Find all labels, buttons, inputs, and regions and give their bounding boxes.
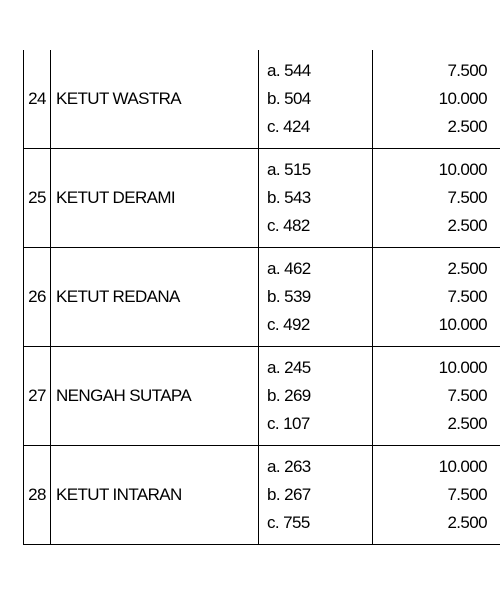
option-b: b. 269 (267, 386, 311, 405)
amount-b: 7.500 (447, 485, 487, 504)
option-a: a. 515 (267, 160, 311, 179)
person-name: KETUT INTARAN (51, 446, 259, 545)
table-row (24, 149, 500, 248)
row-number: 25 (24, 149, 51, 248)
amount-b: 10.000 (438, 89, 487, 108)
amount-c: 2.500 (447, 216, 487, 235)
option-a: a. 544 (267, 61, 311, 80)
data-table (23, 50, 500, 545)
amount-c: 10.000 (438, 315, 487, 334)
option-list (259, 446, 373, 545)
person-name: KETUT REDANA (51, 248, 259, 347)
option-c: c. 424 (267, 117, 310, 136)
row-number: 26 (24, 248, 51, 347)
amount-list (373, 149, 500, 248)
table-row (24, 446, 500, 545)
amount-b: 7.500 (447, 188, 487, 207)
option-b: b. 543 (267, 188, 311, 207)
amount-a: 10.000 (438, 160, 487, 179)
amount-list (373, 446, 500, 545)
amount-c: 2.500 (447, 117, 487, 136)
amount-a: 2.500 (447, 259, 487, 278)
amount-list (373, 248, 500, 347)
row-number: 24 (24, 50, 51, 149)
person-name: KETUT DERAMI (51, 149, 259, 248)
option-a: a. 462 (267, 259, 311, 278)
option-b: b. 539 (267, 287, 311, 306)
option-list (259, 50, 373, 149)
amount-b: 7.500 (447, 386, 487, 405)
option-b: b. 504 (267, 89, 311, 108)
amount-c: 2.500 (447, 513, 487, 532)
person-name: NENGAH SUTAPA (51, 347, 259, 446)
amount-a: 10.000 (438, 457, 487, 476)
person-name: KETUT WASTRA (51, 50, 259, 149)
table-row (24, 248, 500, 347)
option-a: a. 263 (267, 457, 311, 476)
table-row (24, 50, 500, 149)
option-c: c. 492 (267, 315, 310, 334)
amount-c: 2.500 (447, 414, 487, 433)
option-list (259, 149, 373, 248)
amount-a: 10.000 (438, 358, 487, 377)
option-list (259, 347, 373, 446)
table-row (24, 347, 500, 446)
option-a: a. 245 (267, 358, 311, 377)
row-number: 27 (24, 347, 51, 446)
amount-b: 7.500 (447, 287, 487, 306)
option-c: c. 482 (267, 216, 310, 235)
amount-list (373, 50, 500, 149)
option-b: b. 267 (267, 485, 311, 504)
option-list (259, 248, 373, 347)
amount-list (373, 347, 500, 446)
option-c: c. 755 (267, 513, 310, 532)
amount-a: 7.500 (447, 61, 487, 80)
option-c: c. 107 (267, 414, 310, 433)
row-number: 28 (24, 446, 51, 545)
